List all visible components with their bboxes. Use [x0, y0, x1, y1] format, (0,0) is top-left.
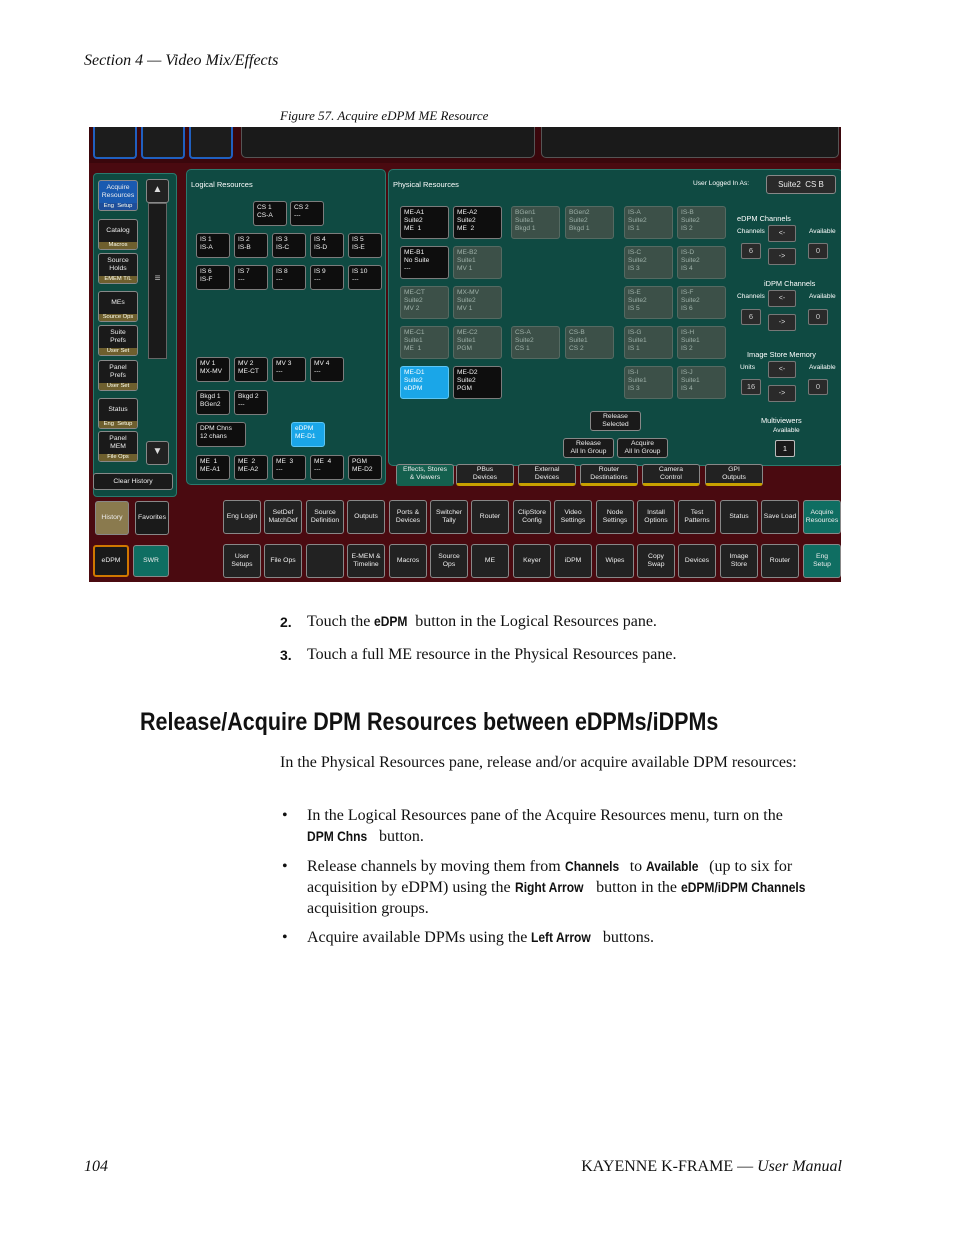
- menu-item-5[interactable]: [98, 360, 138, 391]
- bottom-r1-0[interactable]: Eng Login: [223, 500, 261, 534]
- top-button-1[interactable]: [93, 127, 137, 159]
- physical-r4-5[interactable]: IS-H Suite1 IS 2: [677, 326, 726, 359]
- logical-me-4[interactable]: ME 4 ---: [310, 455, 344, 480]
- edpm-channels-label: eDPM Channels: [737, 214, 791, 223]
- bullet-1: [282, 805, 842, 847]
- bottom-r1-11[interactable]: Test Patterns: [678, 500, 716, 534]
- multiviewers-available-value: 1: [775, 440, 795, 457]
- bottom-r1-10[interactable]: Install Options: [637, 500, 675, 534]
- menu-item-4[interactable]: [98, 325, 138, 356]
- menu-item-label: Panel MEM: [109, 435, 127, 450]
- bullet-1-ui-dpm-chns: DPM Chns: [307, 828, 368, 844]
- bottom-r2-8[interactable]: iDPM: [554, 544, 592, 578]
- physical-r3-2[interactable]: IS-E Suite2 IS 5: [624, 286, 673, 319]
- tab-4[interactable]: Camera Control: [642, 464, 700, 486]
- edpm-left-arrow-button[interactable]: <-: [768, 225, 796, 242]
- image-store-memory-label: Image Store Memory: [747, 350, 817, 359]
- bullet-3-text-post: buttons.: [598, 929, 655, 946]
- scroll-down-icon[interactable]: ▼: [146, 441, 169, 465]
- idpm-channels-value: 6: [741, 309, 761, 325]
- physical-r3-3[interactable]: IS-F Suite2 IS 6: [677, 286, 726, 319]
- logical-mv-4[interactable]: MV 4 ---: [310, 357, 344, 382]
- bullet-2-ui-available: Available: [646, 858, 699, 874]
- bottom-r2-10[interactable]: Copy Swap: [637, 544, 675, 578]
- physical-r1-1[interactable]: ME-A2 Suite2 ME 2: [453, 206, 502, 239]
- physical-r2-2[interactable]: IS-C Suite2 IS 3: [624, 246, 673, 279]
- step-3-text: Touch a full ME resource in the Physical Resources pane.: [307, 646, 677, 663]
- logical-is-7[interactable]: IS 7 ---: [234, 265, 268, 290]
- physical-r4-2[interactable]: CS-A Suite2 CS 1: [511, 326, 560, 359]
- logical-is-8[interactable]: IS 8 ---: [272, 265, 306, 290]
- clear-history-button[interactable]: Clear History: [93, 473, 173, 490]
- logical-is-1[interactable]: IS 1 IS-A: [196, 233, 230, 258]
- favorites-button[interactable]: Favorites: [135, 501, 169, 535]
- bottom-r1-3[interactable]: Outputs: [347, 500, 385, 534]
- swr-mode-button[interactable]: SWR: [133, 545, 169, 577]
- step-3-number: 3.: [280, 647, 292, 663]
- section-title: Release/Acquire DPM Resources between eDPMs/iDPMs: [140, 708, 719, 736]
- menu-item-3[interactable]: [98, 291, 138, 322]
- tab-5[interactable]: GPI Outputs: [705, 464, 763, 486]
- physical-r1-2[interactable]: BGen1 Suite1 Bkgd 1: [511, 206, 560, 239]
- bullet-3-text-pre: Acquire available DPMs using the: [307, 929, 532, 946]
- bottom-r2-2[interactable]: [306, 544, 344, 578]
- physical-r1-3[interactable]: BGen2 Suite2 Bkgd 1: [565, 206, 614, 239]
- physical-r4-0[interactable]: ME-C1 Suite1 ME 1: [400, 326, 449, 359]
- tab-2[interactable]: External Devices: [518, 464, 576, 486]
- menu-item-sublabel: User Set: [99, 348, 137, 355]
- step-2: [280, 613, 657, 631]
- physical-resources-title: Physical Resources: [393, 180, 459, 189]
- physical-r5-2[interactable]: IS-I Suite1 IS 3: [624, 366, 673, 399]
- physical-r4-3[interactable]: CS-B Suite1 CS 2: [565, 326, 614, 359]
- acquire-all-in-group-button[interactable]: Acquire All In Group: [617, 438, 668, 458]
- bullet-2-text-mid1: to: [625, 858, 647, 875]
- idpm-right-arrow-button[interactable]: ->: [768, 314, 796, 331]
- idpm-available-col-label: Available: [809, 293, 836, 300]
- logical-cs-1[interactable]: CS 1 CS-A: [253, 201, 287, 226]
- logical-bkgd-1[interactable]: Bkgd 1 BGen2: [196, 390, 230, 415]
- menu-item-label: Suite Prefs: [110, 329, 126, 344]
- bottom-r1-5[interactable]: Switcher Tally: [430, 500, 468, 534]
- dpm-chns-button[interactable]: DPM Chns 12 chans: [196, 422, 246, 447]
- ism-units-col-label: Units: [740, 364, 756, 371]
- footer-user-manual: User Manual: [757, 1158, 842, 1175]
- tab-3[interactable]: Router Destinations: [580, 464, 638, 486]
- bullet-2-text-pre: Release channels by moving them from: [307, 858, 565, 875]
- step-2-number: 2.: [280, 614, 292, 630]
- menu-item-label: Panel Prefs: [109, 364, 127, 379]
- menu-item-label: Status: [108, 406, 128, 413]
- menu-item-sublabel: User Set: [99, 383, 137, 390]
- idpm-available-value: 0: [808, 309, 828, 325]
- bullet-2-ui-right-arrow: Right Arrow: [514, 879, 583, 895]
- bullet-2-ui-channels: Channels: [564, 858, 619, 874]
- logical-is-4[interactable]: IS 4 IS-D: [310, 233, 344, 258]
- idpm-channels-col-label: Channels: [737, 293, 765, 300]
- menu-item-label: MEs: [111, 299, 125, 306]
- menu-item-label: Acquire Resources: [101, 184, 135, 199]
- logical-is-10[interactable]: IS 10 ---: [348, 265, 382, 290]
- bullet-dot: •: [282, 929, 288, 946]
- physical-r5-0[interactable]: ME-D1 Suite2 eDPM: [400, 366, 449, 399]
- bottom-r2-9[interactable]: Wipes: [596, 544, 634, 578]
- bullet-1-text-post: button.: [375, 828, 424, 845]
- bottom-r1-12[interactable]: Status: [720, 500, 758, 534]
- logical-is-9[interactable]: IS 9 ---: [310, 265, 344, 290]
- bottom-r2-12[interactable]: Image Store: [720, 544, 758, 578]
- release-all-in-group-button[interactable]: Release All In Group: [563, 438, 614, 458]
- page-number: 104: [84, 1158, 108, 1175]
- idpm-channels-label: iDPM Channels: [764, 279, 816, 288]
- menu-item-6[interactable]: [98, 398, 138, 429]
- menu-item-label: Source Holds: [107, 257, 129, 272]
- menu-item-sublabel: Eng Setup: [99, 203, 137, 210]
- logical-me-3[interactable]: ME 3 ---: [272, 455, 306, 480]
- figure-caption: Figure 57. Acquire eDPM ME Resource: [280, 108, 489, 123]
- logical-is-3[interactable]: IS 3 IS-C: [272, 233, 306, 258]
- physical-r5-3[interactable]: IS-J Suite1 IS 4: [677, 366, 726, 399]
- menu-item-1[interactable]: [98, 219, 138, 250]
- edpm-available-col-label: Available: [809, 228, 836, 235]
- bottom-r1-13[interactable]: Save Load: [761, 500, 799, 534]
- bottom-r2-7[interactable]: Keyer: [513, 544, 551, 578]
- physical-r1-5[interactable]: IS-B Suite2 IS 2: [677, 206, 726, 239]
- logical-me-2[interactable]: ME 2 ME-A2: [234, 455, 268, 480]
- ism-available-col-label: Available: [809, 364, 836, 371]
- history-button[interactable]: History: [95, 501, 129, 535]
- top-display-2: [541, 127, 839, 158]
- top-button-3[interactable]: [189, 127, 233, 159]
- footer-manual-title: [581, 1158, 842, 1176]
- acquire-resources-screenshot: [89, 127, 841, 582]
- bottom-r1-6[interactable]: Router: [471, 500, 509, 534]
- bottom-r1-4[interactable]: Ports & Devices: [389, 500, 427, 534]
- intro-paragraph: In the Physical Resources pane, release and/or acquire available DPM resources:: [280, 754, 797, 771]
- bottom-r2-6[interactable]: ME: [471, 544, 509, 578]
- bullet-2-ui-edpm-idpm-channels: eDPM/iDPM Channels: [681, 879, 806, 895]
- physical-r3-0[interactable]: ME-CT Suite2 MV 2: [400, 286, 449, 319]
- bullet-2-text-mid2: (up to six for acquisition by eDPM) using the: [307, 858, 793, 896]
- physical-r4-4[interactable]: IS-G Suite1 IS 1: [624, 326, 673, 359]
- logical-mv-3[interactable]: MV 3 ---: [272, 357, 306, 382]
- scrollbar-handle[interactable]: ≡: [148, 203, 167, 359]
- menu-item-2[interactable]: [98, 253, 138, 284]
- logical-mv-2[interactable]: MV 2 ME-CT: [234, 357, 268, 382]
- bottom-r2-1[interactable]: File Ops: [264, 544, 302, 578]
- physical-r1-4[interactable]: IS-A Suite2 IS 1: [624, 206, 673, 239]
- tab-0[interactable]: Effects, Stores & Viewers: [396, 464, 454, 486]
- bottom-r2-0[interactable]: User Setups: [223, 544, 261, 578]
- ism-available-value: 0: [808, 379, 828, 395]
- bottom-r1-2[interactable]: Source Definition: [306, 500, 344, 534]
- step-2-text-post: button in the Logical Resources pane.: [411, 613, 657, 630]
- bullet-dot: •: [282, 807, 288, 824]
- section-header: Section 4 — Video Mix/Effects: [84, 52, 279, 69]
- menu-item-7[interactable]: [98, 431, 138, 462]
- logical-is-6[interactable]: IS 6 IS-F: [196, 265, 230, 290]
- bullet-dot: •: [282, 858, 288, 875]
- physical-r1-0[interactable]: ME-A1 Suite2 ME 1: [400, 206, 449, 239]
- bottom-r1-7[interactable]: ClipStore Config: [513, 500, 551, 534]
- tab-1[interactable]: PBus Devices: [456, 464, 514, 486]
- logical-mv-1[interactable]: MV 1 MX-MV: [196, 357, 230, 382]
- top-button-2[interactable]: [141, 127, 185, 159]
- edpm-channels-value: 6: [741, 243, 761, 259]
- scroll-up-icon[interactable]: ▲: [146, 179, 169, 203]
- bottom-r1-9[interactable]: Node Settings: [596, 500, 634, 534]
- step-3: [280, 646, 677, 664]
- menu-item-sublabel: Eng Setup: [99, 421, 137, 428]
- multiviewers-label: Multiviewers: [761, 416, 802, 425]
- edpm-button[interactable]: eDPM ME-D1: [291, 422, 325, 447]
- menu-item-sublabel: File Ops: [99, 454, 137, 461]
- logical-is-2[interactable]: IS 2 IS-B: [234, 233, 268, 258]
- menu-item-sublabel: Source Ops: [99, 314, 137, 321]
- menu-item-sublabel: Macros: [99, 242, 137, 249]
- bottom-r2-14[interactable]: Eng Setup: [803, 544, 841, 578]
- bullet-1-text-pre: In the Logical Resources pane of the Acquire Resources menu, turn on the: [307, 807, 783, 824]
- bottom-r2-3[interactable]: E-MEM & Timeline: [347, 544, 385, 578]
- bottom-r2-11[interactable]: Devices: [678, 544, 716, 578]
- footer-product: KAYENNE K-FRAME —: [581, 1158, 758, 1175]
- menu-item-label: Catalog: [106, 227, 130, 234]
- physical-r2-0[interactable]: ME-B1 No Suite ---: [400, 246, 449, 279]
- step-2-ui-edpm: eDPM: [374, 613, 408, 629]
- bottom-r2-13[interactable]: Router: [761, 544, 799, 578]
- bullet-3: [282, 927, 842, 948]
- bullet-3-ui-left-arrow: Left Arrow: [531, 929, 592, 945]
- logical-me-1[interactable]: ME 1 ME-A1: [196, 455, 230, 480]
- edpm-right-arrow-button[interactable]: ->: [768, 248, 796, 265]
- bullet-2-text-post: acquisition groups.: [307, 900, 429, 917]
- edpm-mode-button[interactable]: eDPM: [93, 545, 129, 577]
- multiviewers-available-label: Available: [773, 427, 800, 434]
- logical-cs-2[interactable]: CS 2 ---: [290, 201, 324, 226]
- bottom-r1-14[interactable]: Acquire Resources: [803, 500, 841, 534]
- edpm-channels-col-label: Channels: [737, 228, 765, 235]
- ism-right-arrow-button[interactable]: ->: [768, 385, 796, 402]
- logical-bkgd-2[interactable]: Bkgd 2 ---: [234, 390, 268, 415]
- user-logged-label: User Logged In As:: [693, 180, 750, 187]
- bottom-r1-8[interactable]: Video Settings: [554, 500, 592, 534]
- edpm-available-value: 0: [808, 243, 828, 259]
- ism-left-arrow-button[interactable]: <-: [768, 361, 796, 378]
- logical-is-5[interactable]: IS 5 IS-E: [348, 233, 382, 258]
- physical-r2-1[interactable]: ME-B2 Suite1 MV 1: [453, 246, 502, 279]
- menu-item-0[interactable]: [98, 180, 138, 211]
- user-logged-value: Suite2 CS B: [766, 175, 836, 194]
- bottom-r1-1[interactable]: SetDef MatchDef: [264, 500, 302, 534]
- logical-me-5[interactable]: PGM ME-D2: [348, 455, 382, 480]
- ism-units-value: 16: [741, 379, 761, 395]
- step-2-text-pre: Touch the: [307, 613, 375, 630]
- bullet-2-text-mid3: button in the: [592, 879, 682, 896]
- physical-r2-3[interactable]: IS-D Suite2 IS 4: [677, 246, 726, 279]
- bottom-r2-4[interactable]: Macros: [389, 544, 427, 578]
- bottom-r2-5[interactable]: Source Ops: [430, 544, 468, 578]
- bullet-2: [282, 856, 842, 919]
- idpm-left-arrow-button[interactable]: <-: [768, 290, 796, 307]
- release-selected-button[interactable]: Release Selected: [590, 411, 641, 431]
- physical-r4-1[interactable]: ME-C2 Suite1 PGM: [453, 326, 502, 359]
- menu-item-sublabel: EMEM T/L: [99, 276, 137, 283]
- physical-r5-1[interactable]: ME-D2 Suite2 PGM: [453, 366, 502, 399]
- top-display-1: [241, 127, 535, 158]
- physical-r3-1[interactable]: MX-MV Suite2 MV 1: [453, 286, 502, 319]
- logical-resources-title: Logical Resources: [191, 180, 253, 189]
